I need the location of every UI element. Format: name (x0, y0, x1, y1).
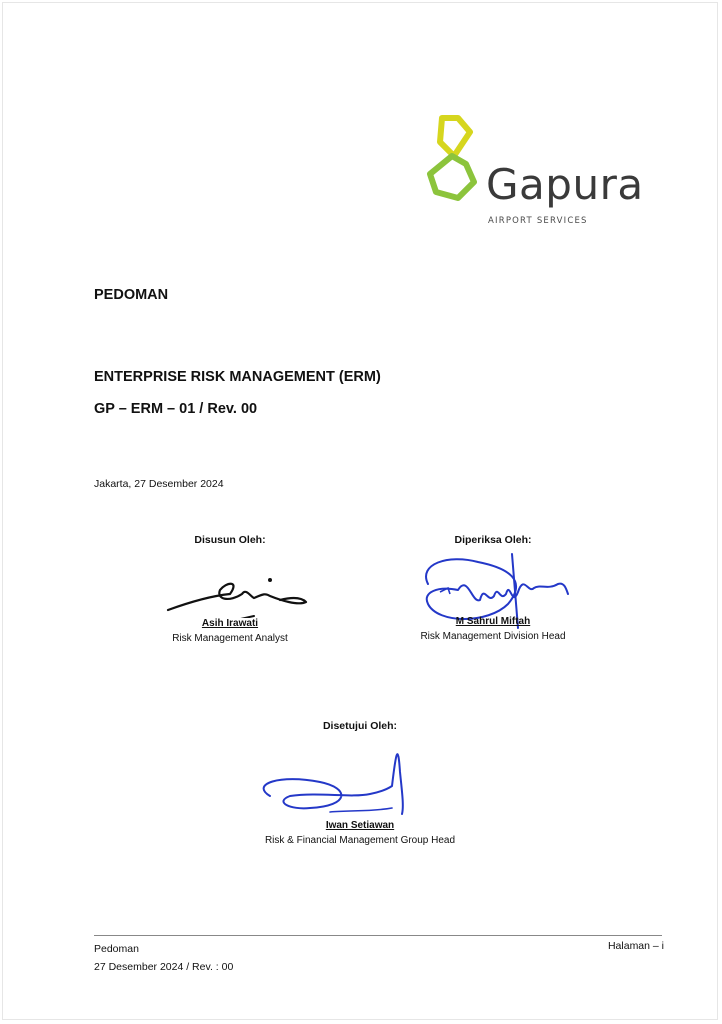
signature-approved-icon (210, 732, 510, 822)
logo-name: Gapura (486, 160, 644, 209)
signature-label-reviewed: Diperiksa Oleh: (454, 534, 532, 546)
signatory-position-approved: Risk & Financial Management Group Head (264, 835, 456, 846)
signatory-name-reviewed: M Sahrul Miftah (455, 616, 531, 627)
signature-prepared-icon (130, 550, 330, 618)
signature-label-prepared: Disusun Oleh: (194, 534, 266, 546)
signature-block-reviewed (388, 534, 598, 642)
footer-date-revision: 27 Desember 2024 / Rev. : 00 (94, 961, 234, 973)
signature-block-approved (210, 720, 510, 846)
signatory-name-prepared: Asih Irawati (201, 618, 259, 629)
signatory-position-prepared: Risk Management Analyst (172, 633, 288, 644)
document-type: PEDOMAN (94, 287, 169, 303)
logo-subtitle: AIRPORT SERVICES (488, 216, 588, 226)
gapura-logo-mark-icon (418, 112, 488, 212)
place-date: Jakarta, 27 Desember 2024 (94, 478, 224, 490)
signature-block-prepared (130, 534, 330, 644)
signature-label-approved: Disetujui Oleh: (322, 720, 398, 732)
signatory-position-reviewed: Risk Management Division Head (420, 631, 566, 642)
footer-doc-type: Pedoman (94, 943, 139, 955)
document-code: GP – ERM – 01 / Rev. 00 (94, 401, 258, 417)
footer-divider (94, 935, 662, 936)
document-title: ENTERPRISE RISK MANAGEMENT (ERM) (94, 369, 381, 385)
footer-left (94, 940, 233, 976)
footer-page-number: Halaman – i (607, 940, 664, 952)
company-logo (418, 112, 648, 232)
signatory-name-approved: Iwan Setiawan (325, 820, 395, 831)
